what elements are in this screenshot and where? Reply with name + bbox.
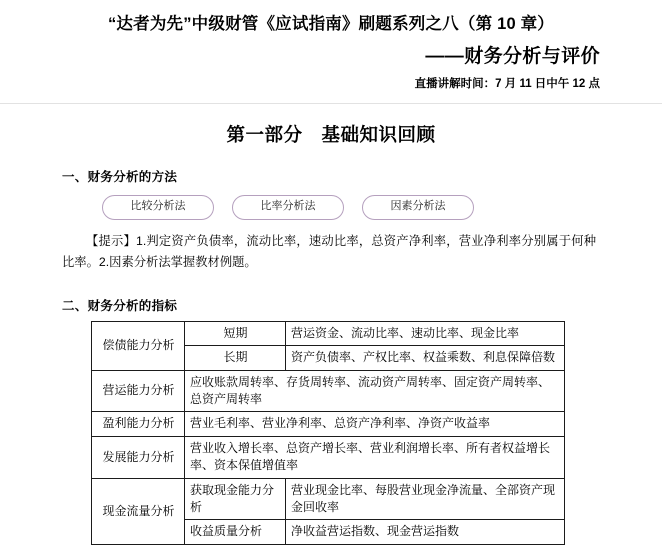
table-cell-subcategory: 长期: [185, 346, 286, 370]
page-title: “达者为先”中级财管《应试指南》刷题系列之八（第 10 章）: [107, 15, 555, 33]
indicators-table-wrap: [0, 314, 662, 545]
tip-paragraph: 【提示】1.判定资产负债率，流动比率，速动比率，总资产净利率，营业净利率分别属于何种比率。2.因素分析法掌握教材例题。: [62, 233, 596, 270]
document-subtitle: ——财务分析与评价: [425, 46, 600, 68]
section-heading-indicators: 二、财务分析的指标: [62, 298, 178, 313]
table-cell-items: 营运资金、流动比率、速动比率、现金比率: [286, 321, 565, 345]
method-pill-row: [0, 185, 662, 220]
table-cell-items: 应收账款周转率、存货周转率、流动资产周转率、固定资产周转率、总资产周转率: [185, 370, 565, 412]
table-row: [92, 436, 565, 478]
table-cell-items: 营业收入增长率、总资产增长率、营业利润增长率、所有者权益增长率、资本保值增值率: [185, 436, 565, 478]
table-cell-subcategory: 收益质量分析: [185, 520, 286, 544]
method-pill-factor[interactable]: 因素分析法: [362, 195, 474, 220]
table-cell-category: 盈利能力分析: [92, 412, 185, 436]
table-cell-items: 营业现金比率、每股营业现金净流量、全部资产现金回收率: [286, 478, 565, 520]
table-cell-items: 资产负债率、产权比率、权益乘数、利息保障倍数: [286, 346, 565, 370]
table-cell-category: 现金流量分析: [92, 478, 185, 544]
table-cell-category: 营运能力分析: [92, 370, 185, 412]
table-cell-category: 偿债能力分析: [92, 321, 185, 370]
table-row: [92, 321, 565, 345]
broadcast-time: 直播讲解时间：7 月 11 日中午 12 点: [414, 78, 600, 91]
table-cell-subcategory: 获取现金能力分析: [185, 478, 286, 520]
table-cell-subcategory: 短期: [185, 321, 286, 345]
table-cell-category: 发展能力分析: [92, 436, 185, 478]
indicators-table: [91, 321, 565, 545]
section-heading-methods: 一、财务分析的方法: [62, 170, 178, 185]
table-row: [92, 412, 565, 436]
method-pill-ratio[interactable]: 比率分析法: [232, 195, 344, 220]
table-row: [92, 370, 565, 412]
table-cell-items: 营业毛利率、营业净利率、总资产净利率、净资产收益率: [185, 412, 565, 436]
method-pill-comparative[interactable]: 比较分析法: [102, 195, 214, 220]
table-cell-items: 净收益营运指数、现金营运指数: [286, 520, 565, 544]
part-heading: 第一部分 基础知识回顾: [226, 124, 436, 146]
table-row: [92, 478, 565, 520]
